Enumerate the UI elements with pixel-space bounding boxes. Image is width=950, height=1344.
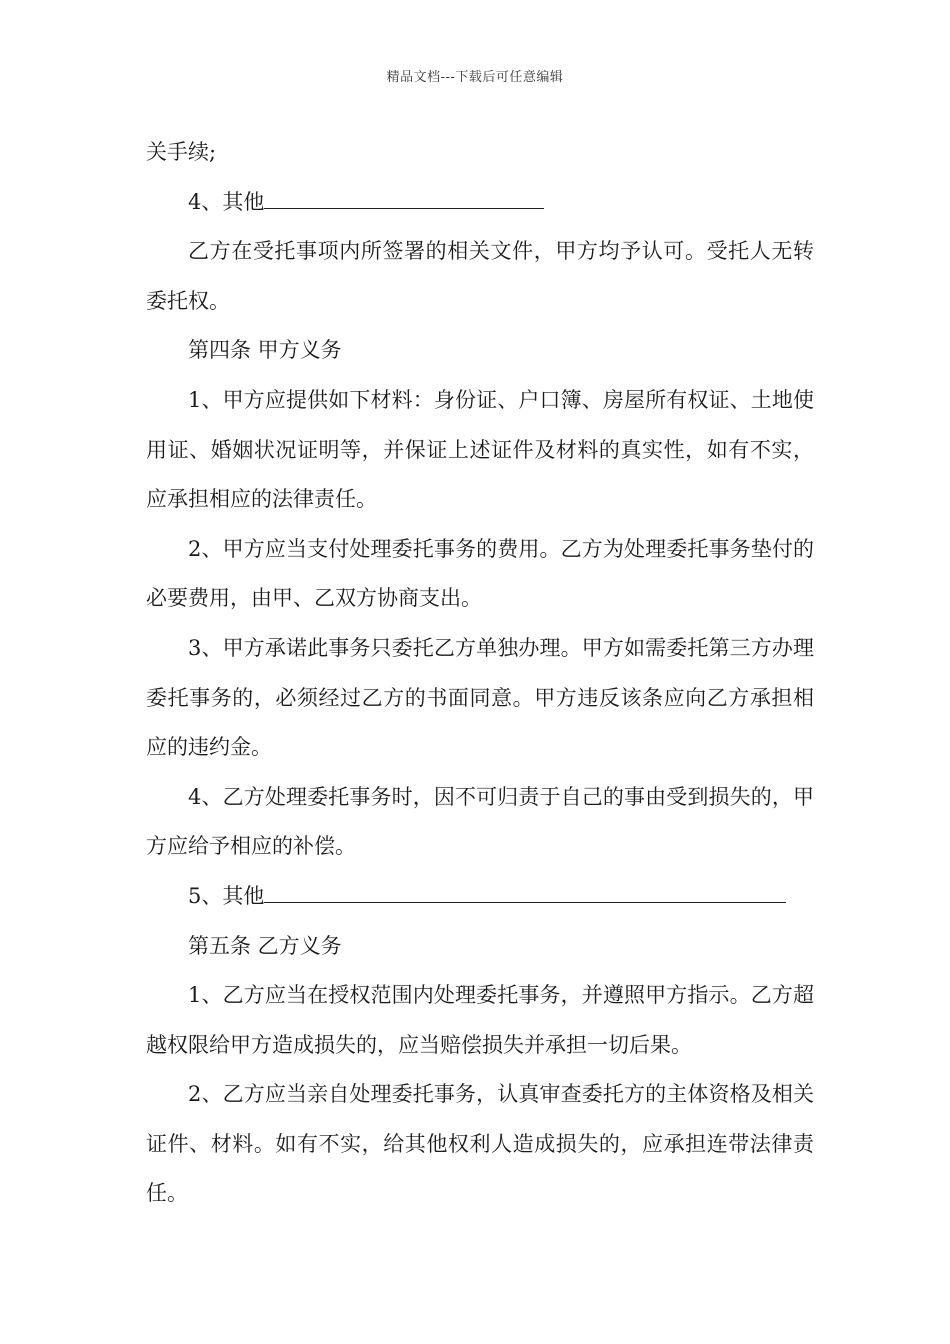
fill-in-blank <box>264 186 544 209</box>
paragraph-clause: 4、乙方处理委托事务时，因不可归责于自己的事由受到损失的，甲方应给予相应的补偿。 <box>146 784 814 859</box>
fill-in-blank <box>264 880 786 903</box>
item-label: 5、其他 <box>188 883 265 908</box>
paragraph-clause: 2、乙方应当亲自处理委托事务，认真审查委托方的主体资格及相关证件、材料。如有不实，给其他权利人造成损失的，应承担连带法律责任。 <box>146 1082 814 1206</box>
item-label: 4、其他 <box>188 189 265 214</box>
paragraph-clause: 3、甲方承诺此事务只委托乙方单独办理。甲方如需委托第三方办理委托事务的，必须经过乙方的书面同意。甲方违反该条应向乙方承担相应的违约金。 <box>146 635 814 760</box>
paragraph-item-other-1 <box>146 178 814 228</box>
page-header: 精品文档---下载后可任意编辑 <box>386 70 564 85</box>
paragraph-clause: 1、乙方应当在授权范围内处理委托事务，并遵照甲方指示。乙方超越权限给甲方造成损失的，应当赔偿损失并承担一切后果。 <box>146 983 814 1057</box>
section-heading-article-4: 第四条 甲方义务 <box>188 338 342 363</box>
paragraph-continuation: 关手续; <box>146 140 217 164</box>
paragraph-item-other-2 <box>146 872 814 922</box>
paragraph-clause: 2、甲方应当支付处理委托事务的费用。乙方为处理委托事务垫付的必要费用，由甲、乙双方协商支出。 <box>146 536 814 611</box>
document-body <box>146 128 814 1219</box>
section-heading-article-5: 第五条 乙方义务 <box>188 933 342 958</box>
paragraph-clause: 1、甲方应提供如下材料：身份证、户口簿、房屋所有权证、土地使用证、婚姻状况证明等，并保证上述证件及材料的真实性，如有不实，应承担相应的法律责任。 <box>146 387 814 512</box>
paragraph-approval: 乙方在受托事项内所签署的相关文件，甲方均予认可。受托人无转委托权。 <box>146 239 814 313</box>
